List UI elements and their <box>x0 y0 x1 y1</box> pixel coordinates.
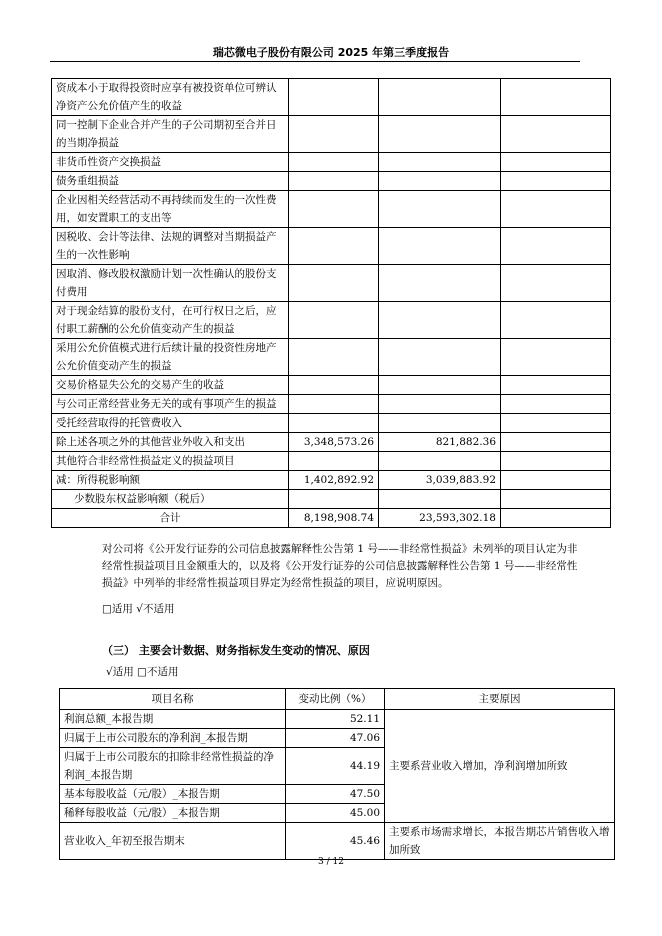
header-divider <box>50 61 580 62</box>
row-current-period <box>289 172 379 191</box>
row-ytd: 821,882.36 <box>379 433 501 452</box>
row-current-period <box>289 153 379 172</box>
row-current-period <box>289 339 379 376</box>
table-row <box>52 395 611 414</box>
row-label: 交易价格显失公允的交易产生的收益 <box>52 376 289 395</box>
row-current-period <box>289 490 379 509</box>
metric-name: 基本每股收益（元/股）_本报告期 <box>60 785 286 804</box>
table-row <box>52 509 611 528</box>
metric-change-pct: 47.50 <box>286 785 385 804</box>
row-label: 因税收、会计等法律、法规的调整对当期损益产生的一次性影响 <box>52 228 289 265</box>
table-row <box>52 471 611 490</box>
table-row <box>60 823 615 860</box>
row-ytd <box>379 228 501 265</box>
row-label: 受托经营取得的托管费收入 <box>52 414 289 433</box>
row-ytd <box>379 191 501 228</box>
report-header-title: 瑞芯微电子股份有限公司 2025 年第三季度报告 <box>212 46 450 59</box>
row-label: 除上述各项之外的其他营业外收入和支出 <box>52 433 289 452</box>
table-row <box>60 710 615 729</box>
metric-name: 利润总额_本报告期 <box>60 710 286 729</box>
metric-name: 营业收入_年初至报告期末 <box>60 823 286 860</box>
col-header-reason: 主要原因 <box>385 689 615 710</box>
row-current-period <box>289 452 379 471</box>
metric-change-table <box>59 688 615 860</box>
row-label: 因取消、修改股权激励计划一次性确认的股份支付费用 <box>52 265 289 302</box>
applicability-checkbox-2: √适用 □不适用 <box>106 666 179 678</box>
row-note <box>501 471 611 490</box>
row-current-period: 1,402,892.92 <box>289 471 379 490</box>
row-current-period <box>289 228 379 265</box>
row-current-period <box>289 265 379 302</box>
row-current-period: 3,348,573.26 <box>289 433 379 452</box>
row-note <box>501 116 611 153</box>
row-ytd <box>379 414 501 433</box>
row-note <box>501 265 611 302</box>
section-title: （三） 主要会计数据、财务指标发生变动的情况、原因 <box>102 644 370 657</box>
col-header-ratio: 变动比例（%） <box>286 689 385 710</box>
col-header-item: 项目名称 <box>60 689 286 710</box>
table-row <box>52 172 611 191</box>
row-note <box>501 302 611 339</box>
row-note <box>501 433 611 452</box>
row-note <box>501 79 611 116</box>
row-ytd: 3,039,883.92 <box>379 471 501 490</box>
metric-change-pct: 45.46 <box>286 823 385 860</box>
metric-change-pct: 52.11 <box>286 710 385 729</box>
row-ytd <box>379 452 501 471</box>
row-label: 债务重组损益 <box>52 172 289 191</box>
row-current-period <box>289 414 379 433</box>
row-note <box>501 395 611 414</box>
row-current-period: 8,198,908.74 <box>289 509 379 528</box>
table-row <box>52 376 611 395</box>
row-ytd <box>379 265 501 302</box>
row-note <box>501 339 611 376</box>
row-ytd <box>379 116 501 153</box>
row-note <box>501 191 611 228</box>
row-note <box>501 490 611 509</box>
row-note <box>501 172 611 191</box>
row-label: 企业因相关经营活动不再持续而发生的一次性费用，如安置职工的支出等 <box>52 191 289 228</box>
row-label: 与公司正常经营业务无关的或有事项产生的损益 <box>52 395 289 414</box>
table-row <box>52 414 611 433</box>
metric-name: 归属于上市公司股东的净利润_本报告期 <box>60 729 286 748</box>
table-row <box>52 116 611 153</box>
table-row <box>52 433 611 452</box>
row-note <box>501 414 611 433</box>
explanation-paragraph: 对公司将《公开发行证券的公司信息披露解释性公告第 1 号——非经常性损益》未列举的项目认定为非经常性损益项目且金额重大的，以及将《公开发行证券的公司信息披露解释性公告第 1 号——非经常性损益》中列举的非经常性损益项目界定为经常性损益的项目，应说明原因。 <box>102 543 578 589</box>
row-ytd <box>379 490 501 509</box>
metric-change-pct: 45.00 <box>286 804 385 823</box>
row-label: 合计 <box>52 509 289 528</box>
table-row <box>52 191 611 228</box>
row-ytd <box>379 376 501 395</box>
table-row <box>52 153 611 172</box>
row-ytd <box>379 153 501 172</box>
row-ytd <box>379 395 501 414</box>
row-label: 减：所得税影响额 <box>52 471 289 490</box>
row-label: 同一控制下企业合并产生的子公司期初至合并日的当期净损益 <box>52 116 289 153</box>
main-reason-group: 主要系营业收入增加，净利润增加所致 <box>385 710 615 823</box>
table-row <box>52 79 611 116</box>
row-ytd: 23,593,302.18 <box>379 509 501 528</box>
metric-change-pct: 44.19 <box>286 748 385 785</box>
table-row <box>52 490 611 509</box>
row-ytd <box>379 339 501 376</box>
row-label: 对于现金结算的股份支付，在可行权日之后，应付职工薪酬的公允价值变动产生的损益 <box>52 302 289 339</box>
row-label: 非货币性资产交换损益 <box>52 153 289 172</box>
row-label: 资成本小于取得投资时应享有被投资单位可辨认净资产公允价值产生的收益 <box>52 79 289 116</box>
row-note <box>501 509 611 528</box>
non-recurring-gains-table <box>51 78 611 528</box>
table-row <box>52 339 611 376</box>
row-note <box>501 153 611 172</box>
row-ytd <box>379 302 501 339</box>
row-note <box>501 228 611 265</box>
table-row <box>52 452 611 471</box>
row-current-period <box>289 191 379 228</box>
row-ytd <box>379 79 501 116</box>
row-note <box>501 452 611 471</box>
metric-name: 稀释每股收益（元/股）_本报告期 <box>60 804 286 823</box>
table-row <box>52 265 611 302</box>
applicability-checkbox-1: □适用 √不适用 <box>102 603 175 615</box>
page-number: 3 / 12 <box>318 857 344 867</box>
main-reason-revenue: 主要系市场需求增长，本报告期芯片销售收入增加所致 <box>385 823 615 860</box>
metric-name: 归属于上市公司股东的扣除非经常性损益的净利润_本报告期 <box>60 748 286 785</box>
row-current-period <box>289 116 379 153</box>
metric-change-pct: 47.06 <box>286 729 385 748</box>
row-label: 少数股东权益影响额（税后） <box>52 490 289 509</box>
table-row <box>52 302 611 339</box>
row-current-period <box>289 79 379 116</box>
row-current-period <box>289 302 379 339</box>
row-current-period <box>289 376 379 395</box>
table-row <box>52 228 611 265</box>
row-label: 其他符合非经常性损益定义的损益项目 <box>52 452 289 471</box>
row-current-period <box>289 395 379 414</box>
row-ytd <box>379 172 501 191</box>
row-note <box>501 376 611 395</box>
row-label: 采用公允价值模式进行后续计量的投资性房地产公允价值变动产生的损益 <box>52 339 289 376</box>
